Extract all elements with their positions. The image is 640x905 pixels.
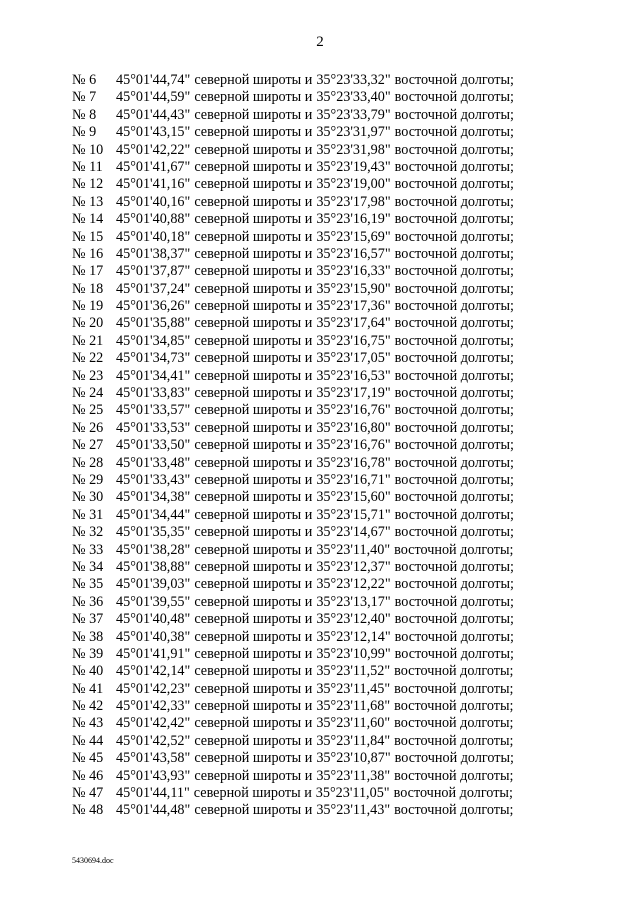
coordinate-row bbox=[72, 194, 542, 211]
longitude-suffix: восточной долготы; bbox=[394, 645, 514, 662]
point-number: № 32 bbox=[72, 524, 104, 541]
longitude-suffix: восточной долготы; bbox=[394, 298, 514, 315]
longitude-suffix: восточной долготы; bbox=[394, 576, 514, 593]
latitude-value: 45°01'43,58" bbox=[116, 750, 191, 767]
coordinate-row bbox=[72, 263, 542, 280]
coordinate-row bbox=[72, 768, 542, 785]
point-number: № 38 bbox=[72, 628, 104, 645]
longitude-value: 35°23'12,14" bbox=[316, 628, 391, 645]
latitude-value: 45°01'42,23" bbox=[116, 680, 191, 697]
point-number: № 16 bbox=[72, 245, 104, 262]
latitude-value: 45°01'44,43" bbox=[116, 106, 191, 123]
longitude-suffix: восточной долготы; bbox=[394, 72, 514, 88]
coordinate-row bbox=[72, 402, 542, 419]
latitude-suffix: северной широты и bbox=[194, 315, 313, 332]
longitude-value: 35°23'16,80" bbox=[316, 419, 391, 436]
longitude-suffix: восточной долготы; bbox=[394, 193, 514, 210]
latitude-suffix: северной широты и bbox=[194, 454, 313, 471]
coordinate-row bbox=[72, 437, 542, 454]
point-number: № 7 bbox=[72, 89, 97, 106]
longitude-value: 35°23'33,79" bbox=[316, 106, 391, 123]
longitude-value: 35°23'16,57" bbox=[316, 245, 391, 262]
longitude-suffix: восточной долготы; bbox=[394, 315, 514, 332]
coordinate-row bbox=[72, 333, 542, 350]
coordinate-row bbox=[72, 107, 542, 124]
longitude-value: 35°23'11,05" bbox=[315, 785, 390, 802]
point-number: № 48 bbox=[72, 802, 104, 819]
longitude-suffix: восточной долготы; bbox=[394, 593, 514, 610]
latitude-suffix: северной широты и bbox=[194, 176, 313, 193]
latitude-suffix: северной широты и bbox=[194, 280, 313, 297]
longitude-value: 35°23'19,00" bbox=[316, 176, 391, 193]
longitude-suffix: восточной долготы; bbox=[394, 280, 514, 297]
latitude-suffix: северной широты и bbox=[194, 750, 313, 767]
latitude-value: 45°01'34,44" bbox=[116, 506, 191, 523]
coordinate-row bbox=[72, 542, 542, 559]
latitude-suffix: северной широты и bbox=[194, 106, 313, 123]
coordinate-row bbox=[72, 246, 542, 263]
latitude-suffix: северной широты и bbox=[194, 680, 313, 697]
point-number: № 46 bbox=[72, 767, 104, 784]
latitude-value: 45°01'42,33" bbox=[116, 698, 191, 715]
point-number: № 39 bbox=[72, 645, 104, 662]
point-number: № 24 bbox=[72, 385, 104, 402]
latitude-suffix: северной широты и bbox=[194, 471, 313, 488]
point-number: № 21 bbox=[72, 332, 104, 349]
latitude-value: 45°01'36,26" bbox=[116, 298, 191, 315]
latitude-suffix: северной широты и bbox=[194, 350, 313, 367]
latitude-value: 45°01'34,38" bbox=[116, 489, 191, 506]
longitude-suffix: восточной долготы; bbox=[393, 785, 513, 802]
latitude-suffix: северной широты и bbox=[194, 124, 313, 141]
longitude-value: 35°23'12,40" bbox=[316, 611, 391, 628]
coordinate-row bbox=[72, 524, 542, 541]
point-number: № 41 bbox=[72, 680, 104, 697]
longitude-value: 35°23'10,87" bbox=[316, 750, 391, 767]
coordinate-row bbox=[72, 368, 542, 385]
coordinate-row bbox=[72, 802, 542, 819]
latitude-value: 45°01'40,18" bbox=[116, 228, 191, 245]
coordinate-row bbox=[72, 611, 542, 628]
latitude-suffix: северной широты и bbox=[194, 193, 313, 210]
latitude-suffix: северной широты и bbox=[194, 228, 313, 245]
point-number: № 28 bbox=[72, 454, 104, 471]
coordinate-row bbox=[72, 350, 542, 367]
latitude-suffix: северной широты и bbox=[194, 767, 313, 784]
latitude-suffix: северной широты и bbox=[194, 158, 313, 175]
latitude-value: 45°01'35,88" bbox=[116, 315, 191, 332]
longitude-value: 35°23'19,43" bbox=[316, 158, 391, 175]
latitude-suffix: северной широты и bbox=[194, 298, 313, 315]
latitude-value: 45°01'42,42" bbox=[116, 715, 191, 732]
latitude-value: 45°01'39,55" bbox=[116, 593, 191, 610]
point-number: № 9 bbox=[72, 124, 97, 141]
coordinate-row bbox=[72, 576, 542, 593]
coordinate-row bbox=[72, 715, 542, 732]
point-number: № 18 bbox=[72, 280, 104, 297]
point-number: № 29 bbox=[72, 471, 104, 488]
coordinate-row bbox=[72, 646, 542, 663]
longitude-suffix: восточной долготы; bbox=[394, 106, 514, 123]
longitude-suffix: восточной долготы; bbox=[394, 367, 514, 384]
longitude-value: 35°23'16,71" bbox=[316, 471, 391, 488]
longitude-suffix: восточной долготы; bbox=[394, 506, 514, 523]
longitude-suffix: восточной долготы; bbox=[394, 332, 514, 349]
point-number: № 6 bbox=[72, 72, 97, 88]
latitude-value: 45°01'34,73" bbox=[116, 350, 191, 367]
latitude-suffix: северной широты и bbox=[194, 263, 313, 280]
latitude-suffix: северной широты и bbox=[194, 541, 313, 558]
point-number: № 43 bbox=[72, 715, 104, 732]
latitude-value: 45°01'33,53" bbox=[116, 419, 191, 436]
longitude-suffix: восточной долготы; bbox=[394, 245, 514, 262]
point-number: № 22 bbox=[72, 350, 104, 367]
coordinate-row bbox=[72, 72, 542, 89]
longitude-value: 35°23'11,84" bbox=[316, 732, 391, 749]
latitude-suffix: северной широты и bbox=[194, 332, 313, 349]
point-number: № 36 bbox=[72, 593, 104, 610]
latitude-suffix: северной широты и bbox=[194, 437, 313, 454]
latitude-suffix: северной широты и bbox=[194, 576, 313, 593]
coordinate-row bbox=[72, 176, 542, 193]
longitude-suffix: восточной долготы; bbox=[394, 141, 514, 158]
point-number: № 47 bbox=[72, 785, 104, 802]
longitude-value: 35°23'17,36" bbox=[316, 298, 391, 315]
longitude-value: 35°23'16,76" bbox=[316, 437, 391, 454]
longitude-value: 35°23'16,19" bbox=[316, 211, 391, 228]
coordinate-row bbox=[72, 489, 542, 506]
coordinate-row bbox=[72, 594, 542, 611]
latitude-suffix: северной широты и bbox=[194, 72, 313, 88]
coordinate-row bbox=[72, 785, 542, 802]
latitude-value: 45°01'35,35" bbox=[116, 524, 191, 541]
point-number: № 8 bbox=[72, 106, 97, 123]
longitude-suffix: восточной долготы; bbox=[394, 471, 514, 488]
latitude-value: 45°01'44,11" bbox=[116, 785, 190, 802]
latitude-value: 45°01'44,74" bbox=[116, 72, 191, 88]
longitude-suffix: восточной долготы; bbox=[394, 541, 514, 558]
longitude-value: 35°23'17,19" bbox=[316, 385, 391, 402]
point-number: № 14 bbox=[72, 211, 104, 228]
longitude-suffix: восточной долготы; bbox=[394, 611, 514, 628]
longitude-suffix: восточной долготы; bbox=[394, 715, 514, 732]
coordinate-row bbox=[72, 315, 542, 332]
point-number: № 37 bbox=[72, 611, 104, 628]
coordinate-row bbox=[72, 142, 542, 159]
latitude-value: 45°01'34,85" bbox=[116, 332, 191, 349]
point-number: № 25 bbox=[72, 402, 104, 419]
longitude-suffix: восточной долготы; bbox=[394, 89, 514, 106]
latitude-value: 45°01'40,16" bbox=[116, 193, 191, 210]
latitude-suffix: северной широты и bbox=[194, 628, 313, 645]
point-number: № 12 bbox=[72, 176, 104, 193]
latitude-suffix: северной широты и bbox=[194, 367, 313, 384]
longitude-suffix: восточной долготы; bbox=[394, 350, 514, 367]
longitude-value: 35°23'10,99" bbox=[316, 645, 391, 662]
longitude-suffix: восточной долготы; bbox=[394, 628, 514, 645]
latitude-value: 45°01'34,41" bbox=[116, 367, 191, 384]
latitude-value: 45°01'39,03" bbox=[116, 576, 191, 593]
coordinate-row bbox=[72, 124, 542, 141]
latitude-value: 45°01'44,48" bbox=[116, 802, 191, 819]
longitude-value: 35°23'11,68" bbox=[316, 698, 391, 715]
page-number: 2 bbox=[316, 34, 324, 50]
longitude-suffix: восточной долготы; bbox=[394, 263, 514, 280]
latitude-suffix: северной широты и bbox=[194, 385, 313, 402]
latitude-value: 45°01'40,88" bbox=[116, 211, 191, 228]
longitude-value: 35°23'11,52" bbox=[316, 663, 391, 680]
coordinate-row bbox=[72, 681, 542, 698]
coordinate-row bbox=[72, 89, 542, 106]
longitude-suffix: восточной долготы; bbox=[394, 680, 514, 697]
longitude-value: 35°23'13,17" bbox=[316, 593, 391, 610]
longitude-suffix: восточной долготы; bbox=[394, 385, 514, 402]
coordinate-list bbox=[72, 72, 542, 820]
longitude-suffix: восточной долготы; bbox=[394, 767, 514, 784]
coordinate-row bbox=[72, 629, 542, 646]
coordinate-row bbox=[72, 159, 542, 176]
latitude-value: 45°01'33,43" bbox=[116, 471, 191, 488]
latitude-suffix: северной широты и bbox=[194, 558, 313, 575]
longitude-value: 35°23'16,33" bbox=[316, 263, 391, 280]
coordinate-row bbox=[72, 663, 542, 680]
point-number: № 33 bbox=[72, 541, 104, 558]
latitude-value: 45°01'33,83" bbox=[116, 385, 191, 402]
latitude-value: 45°01'38,88" bbox=[116, 558, 191, 575]
latitude-value: 45°01'37,87" bbox=[116, 263, 191, 280]
latitude-suffix: северной широты и bbox=[194, 524, 313, 541]
longitude-value: 35°23'12,22" bbox=[316, 576, 391, 593]
latitude-value: 45°01'44,59" bbox=[116, 89, 191, 106]
point-number: № 40 bbox=[72, 663, 104, 680]
latitude-suffix: северной широты и bbox=[194, 802, 313, 819]
latitude-suffix: северной широты и bbox=[194, 715, 313, 732]
latitude-suffix: северной широты и bbox=[194, 645, 313, 662]
latitude-suffix: северной широты и bbox=[194, 419, 313, 436]
longitude-suffix: восточной долготы; bbox=[394, 124, 514, 141]
longitude-value: 35°23'16,78" bbox=[316, 454, 391, 471]
latitude-suffix: северной широты и bbox=[194, 732, 313, 749]
latitude-value: 45°01'33,50" bbox=[116, 437, 191, 454]
longitude-value: 35°23'17,98" bbox=[316, 193, 391, 210]
document-filename: 5430694.doc bbox=[72, 856, 114, 865]
latitude-value: 45°01'42,22" bbox=[116, 141, 191, 158]
longitude-value: 35°23'17,64" bbox=[316, 315, 391, 332]
coordinate-row bbox=[72, 229, 542, 246]
latitude-suffix: северной широты и bbox=[194, 506, 313, 523]
longitude-value: 35°23'11,60" bbox=[316, 715, 391, 732]
latitude-suffix: северной широты и bbox=[194, 593, 313, 610]
latitude-value: 45°01'33,48" bbox=[116, 454, 191, 471]
coordinate-row bbox=[72, 559, 542, 576]
coordinate-row bbox=[72, 420, 542, 437]
longitude-value: 35°23'11,40" bbox=[316, 541, 391, 558]
latitude-value: 45°01'43,15" bbox=[116, 124, 191, 141]
point-number: № 15 bbox=[72, 228, 104, 245]
point-number: № 42 bbox=[72, 698, 104, 715]
latitude-value: 45°01'38,37" bbox=[116, 245, 191, 262]
longitude-suffix: восточной долготы; bbox=[394, 663, 514, 680]
longitude-value: 35°23'16,76" bbox=[316, 402, 391, 419]
latitude-suffix: северной широты и bbox=[194, 402, 313, 419]
latitude-suffix: северной широты и bbox=[193, 785, 312, 802]
coordinate-row bbox=[72, 472, 542, 489]
longitude-value: 35°23'15,71" bbox=[316, 506, 391, 523]
latitude-value: 45°01'40,38" bbox=[116, 628, 191, 645]
longitude-suffix: восточной долготы; bbox=[394, 419, 514, 436]
latitude-value: 45°01'33,57" bbox=[116, 402, 191, 419]
longitude-suffix: восточной долготы; bbox=[394, 802, 514, 819]
point-number: № 10 bbox=[72, 141, 104, 158]
longitude-suffix: восточной долготы; bbox=[394, 158, 514, 175]
point-number: № 13 bbox=[72, 193, 104, 210]
coordinate-row bbox=[72, 281, 542, 298]
point-number: № 35 bbox=[72, 576, 104, 593]
longitude-suffix: восточной долготы; bbox=[394, 524, 514, 541]
longitude-suffix: восточной долготы; bbox=[394, 402, 514, 419]
point-number: № 17 bbox=[72, 263, 104, 280]
longitude-suffix: восточной долготы; bbox=[394, 558, 514, 575]
longitude-suffix: восточной долготы; bbox=[394, 698, 514, 715]
latitude-suffix: северной широты и bbox=[194, 245, 313, 262]
latitude-suffix: северной широты и bbox=[194, 663, 313, 680]
point-number: № 31 bbox=[72, 506, 104, 523]
point-number: № 20 bbox=[72, 315, 104, 332]
point-number: № 27 bbox=[72, 437, 104, 454]
longitude-value: 35°23'31,97" bbox=[316, 124, 391, 141]
longitude-value: 35°23'16,53" bbox=[316, 367, 391, 384]
longitude-value: 35°23'33,32" bbox=[316, 72, 391, 88]
longitude-value: 35°23'15,60" bbox=[316, 489, 391, 506]
latitude-suffix: северной широты и bbox=[194, 698, 313, 715]
latitude-suffix: северной широты и bbox=[194, 141, 313, 158]
latitude-suffix: северной широты и bbox=[194, 89, 313, 106]
latitude-value: 45°01'41,16" bbox=[116, 176, 191, 193]
coordinate-row bbox=[72, 507, 542, 524]
longitude-suffix: восточной долготы; bbox=[394, 732, 514, 749]
latitude-suffix: северной широты и bbox=[194, 611, 313, 628]
point-number: № 45 bbox=[72, 750, 104, 767]
longitude-value: 35°23'17,05" bbox=[316, 350, 391, 367]
coordinate-row bbox=[72, 455, 542, 472]
longitude-value: 35°23'15,90" bbox=[316, 280, 391, 297]
point-number: № 30 bbox=[72, 489, 104, 506]
latitude-suffix: северной широты и bbox=[194, 211, 313, 228]
latitude-value: 45°01'43,93" bbox=[116, 767, 191, 784]
latitude-value: 45°01'37,24" bbox=[116, 280, 191, 297]
latitude-value: 45°01'42,14" bbox=[116, 663, 191, 680]
longitude-value: 35°23'31,98" bbox=[316, 141, 391, 158]
point-number: № 23 bbox=[72, 367, 104, 384]
latitude-value: 45°01'40,48" bbox=[116, 611, 191, 628]
latitude-value: 45°01'42,52" bbox=[116, 732, 191, 749]
longitude-value: 35°23'11,45" bbox=[316, 680, 391, 697]
longitude-value: 35°23'33,40" bbox=[316, 89, 391, 106]
longitude-suffix: восточной долготы; bbox=[394, 211, 514, 228]
point-number: № 26 bbox=[72, 419, 104, 436]
longitude-value: 35°23'15,69" bbox=[316, 228, 391, 245]
longitude-value: 35°23'11,43" bbox=[316, 802, 391, 819]
latitude-value: 45°01'41,91" bbox=[116, 645, 191, 662]
coordinate-row bbox=[72, 750, 542, 767]
longitude-suffix: восточной долготы; bbox=[394, 454, 514, 471]
latitude-value: 45°01'41,67" bbox=[116, 158, 191, 175]
longitude-suffix: восточной долготы; bbox=[394, 489, 514, 506]
longitude-value: 35°23'16,75" bbox=[316, 332, 391, 349]
point-number: № 19 bbox=[72, 298, 104, 315]
point-number: № 44 bbox=[72, 732, 104, 749]
coordinate-row bbox=[72, 298, 542, 315]
point-number: № 11 bbox=[72, 158, 103, 175]
coordinate-row bbox=[72, 211, 542, 228]
point-number: № 34 bbox=[72, 558, 104, 575]
longitude-value: 35°23'11,38" bbox=[316, 767, 391, 784]
longitude-suffix: восточной долготы; bbox=[394, 176, 514, 193]
longitude-suffix: восточной долготы; bbox=[394, 228, 514, 245]
longitude-value: 35°23'12,37" bbox=[316, 558, 391, 575]
longitude-value: 35°23'14,67" bbox=[316, 524, 391, 541]
latitude-value: 45°01'38,28" bbox=[116, 541, 191, 558]
coordinate-row bbox=[72, 385, 542, 402]
coordinate-row bbox=[72, 698, 542, 715]
coordinate-row bbox=[72, 733, 542, 750]
longitude-suffix: восточной долготы; bbox=[394, 437, 514, 454]
longitude-suffix: восточной долготы; bbox=[394, 750, 514, 767]
latitude-suffix: северной широты и bbox=[194, 489, 313, 506]
